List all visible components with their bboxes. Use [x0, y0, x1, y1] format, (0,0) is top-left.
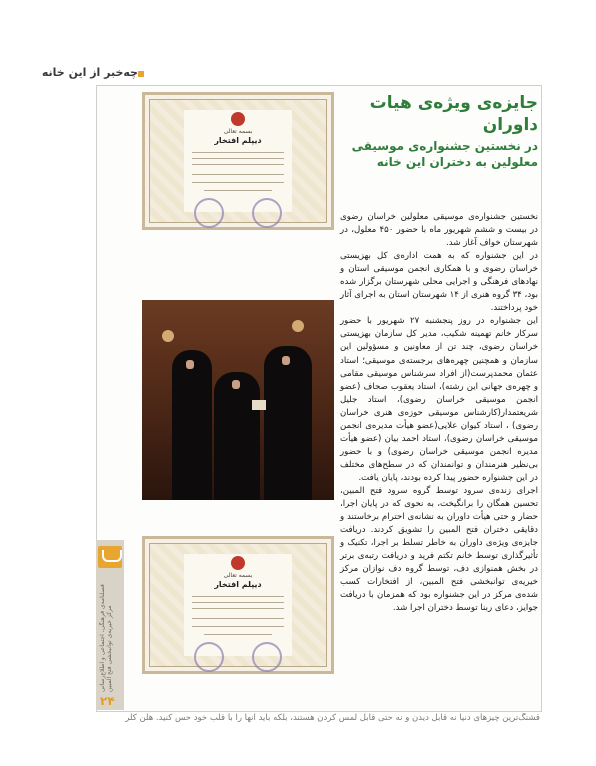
- certificate-title: دیپلم افتخار: [214, 136, 262, 145]
- seal-icon: [194, 642, 224, 672]
- certificate-border: [149, 99, 327, 223]
- certificate-top: [142, 92, 334, 230]
- award-ceremony-photo: [142, 300, 334, 500]
- article-title: جایزه‌ی ویژه‌ی هیات داوران: [369, 93, 538, 135]
- certificate-body: [184, 554, 292, 656]
- magazine-credit: فصلنامه‌ی فرهنگی، اجتماعی و اطلاع‌رسانی مرکز خیریه‌ی توانبخشی فتح المبین: [99, 584, 113, 692]
- magazine-logo-icon: [98, 546, 122, 568]
- award-plaque: [252, 400, 266, 410]
- article-body: [340, 211, 538, 615]
- person-figure: [214, 372, 260, 500]
- certificate-body: [184, 110, 292, 212]
- seal-icon: [252, 642, 282, 672]
- section-marker: [138, 71, 144, 77]
- page-number: ۲۴: [100, 694, 115, 708]
- footer-quote: قشنگ‌ترین چیزهای دنیا نه قابل دیدن و نه حتی قابل لمس کردن هستند، بلکه باید آنها را با قلب خود حس کنید. هلن کلر: [125, 713, 540, 723]
- article-title-block: [340, 92, 538, 170]
- seal-icon: [194, 198, 224, 228]
- paragraph: نخستین جشنواره‌ی موسیقی معلولین خراسان رضوی در بیست و ششم شهریور ماه با حضور ۴۵۰ معلول، در شهرستان خواف آغاز شد.: [340, 212, 538, 249]
- certificate-border: [149, 543, 327, 667]
- certificate-heading: بسمه تعالی: [223, 128, 253, 135]
- person-figure: [264, 346, 312, 500]
- certificate-bottom: [142, 536, 334, 674]
- certificate-title: دیپلم افتخار: [214, 580, 262, 589]
- seal-icon: [252, 198, 282, 228]
- article-subtitle: در نخستین جشنواره‌ی موسیقی معلولین به دختران این خانه: [351, 139, 538, 169]
- emblem-icon: [231, 556, 245, 570]
- paragraph: این جشنواره در روز پنجشنبه ۲۷ شهریور با حضور سرکار خانم تهمینه شکیب، مدیر کل سازمان بهزیستی خراسان رضوی، چند تن از معاونین و مسؤولین این سازمان و همچنین چهره‌های برجسته‌ی موسیقی؛ استاد عثمان محمدپرست(از افراد سرشناس موسیقی مقامی و چهره‌ی جهانی این رشته)، استاد یعقوب صحاف (عضو انجمن موسیقی خراسان رضوی)، استاد جلیل شریعتمدار(کارشناس موسیقی حوزه‌ی هنری خراسان رضوی) ، استاد کیوان علایی(عضو هیأت مدیره‌ی انجمن موسیقی خراسان رضوی)، استاد احمد بیان (عضو هیأت مدیره انجمن موسیقی خراسان رضوی) و با حضور بی‌نظیر هنرمندان و توانمندان که در سطح‌های مختلف در این جشنواره حضور پیدا کرده بودند، پایان یافت.: [340, 316, 539, 483]
- section-header: چه‌خبر از این خانه: [41, 66, 138, 79]
- certificate-heading: بسمه تعالی: [223, 572, 253, 579]
- emblem-icon: [231, 112, 245, 126]
- paragraph: اجرای زنده‌ی سرود توسط گروه سرود فتح المبین، تحسین همگان را برانگیخت، به نحوی که در پایان اجرا، حضار و حتی هیأت داوران به نشانه‌ی احترام برخاستند و دقایقی دختران فتح المبین را تشویق کردند. دریافت جایزه‌ی ویژه‌ی داوران به خاطر تسلط بر اجرا، تکنیک و تأثیرگذاری توسط خانم تکتم فرید و دریافت رتبه‌ی برتر در بخش همنوازی دف، توسط گروه دف نوازان مرکز خیریه‌ی توانبخشی فتح المبین، از افتخارات کسب شده‌ی مرکز در این جشنواره بود که همزمان با دریافت جوایز، دعای ربنا توسط دختران اجرا شد.: [340, 485, 538, 614]
- paragraph: در این جشنواره که به همت اداره‌ی کل بهزیستی خراسان رضوی و با همکاری انجمن موسیقی استان و نهادهای فرهنگی و اجرایی محلی شهرستان برگزار شده بود، ۳۴ گروه هنری از ۱۴ شهرستان استان به اجرای آثار خود پرداختند.: [340, 251, 538, 314]
- person-figure: [172, 350, 212, 500]
